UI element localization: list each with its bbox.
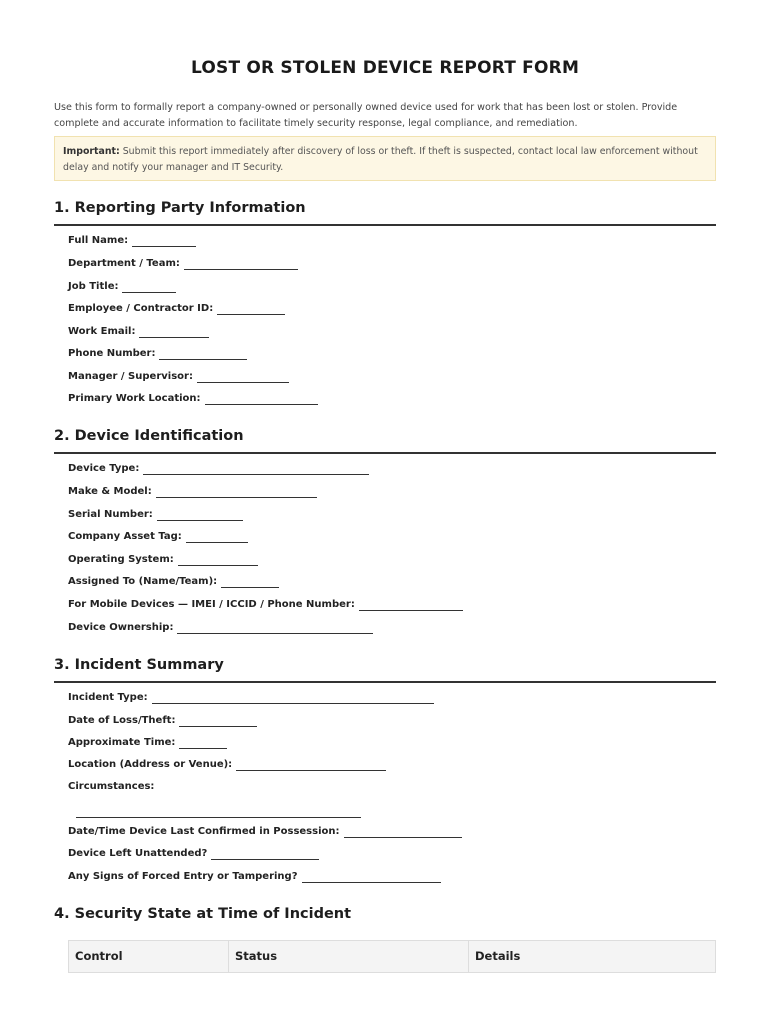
column-header-control: Control — [69, 941, 229, 972]
operating-system-input[interactable] — [178, 553, 258, 566]
section-title-reporting: 1. Reporting Party Information — [54, 200, 306, 216]
field-full-name: Full Name: — [68, 234, 196, 248]
device-ownership-input[interactable] — [177, 621, 373, 634]
assigned-to-input[interactable] — [221, 575, 279, 588]
notice-text: Submit this report immediately after discovery of loss or theft. If theft is suspected, contact local law enforcement without delay and notify your manager and IT Security. — [63, 146, 698, 173]
last-confirmed-input[interactable] — [344, 825, 462, 838]
column-header-details: Details — [475, 949, 521, 963]
field-phone: Phone Number: — [68, 347, 247, 361]
employee-id-input[interactable] — [217, 302, 285, 315]
section-title-security: 4. Security State at Time of Incident — [54, 906, 352, 922]
imei-input[interactable] — [359, 598, 463, 611]
form-title: LOST OR STOLEN DEVICE REPORT FORM — [190, 58, 580, 78]
circumstances-input[interactable] — [76, 817, 361, 818]
column-header-status: Status — [229, 941, 469, 972]
department-input[interactable] — [184, 257, 298, 270]
field-work-location: Primary Work Location: — [68, 392, 318, 406]
field-asset-tag: Company Asset Tag: — [68, 530, 248, 544]
field-imei: For Mobile Devices — IMEI / ICCID / Phone Number: — [68, 598, 463, 612]
left-unattended-input[interactable] — [211, 847, 319, 860]
field-device-type: Device Type: — [68, 462, 369, 476]
phone-input[interactable] — [159, 347, 247, 360]
field-department: Department / Team: — [68, 257, 298, 271]
section-rule — [54, 452, 716, 454]
security-table-header — [68, 940, 716, 973]
field-left-unattended: Device Left Unattended? — [68, 847, 319, 861]
section-title-incident: 3. Incident Summary — [54, 657, 224, 673]
field-forced-entry: Any Signs of Forced Entry or Tampering? — [68, 870, 441, 884]
field-make-model: Make & Model: — [68, 485, 317, 499]
serial-number-input[interactable] — [157, 508, 243, 521]
field-last-confirmed: Date/Time Device Last Confirmed in Possession: — [68, 825, 462, 839]
field-circumstances: Circumstances: — [68, 781, 155, 792]
asset-tag-input[interactable] — [186, 530, 248, 543]
make-model-input[interactable] — [156, 485, 317, 498]
notice-label: Important: — [63, 146, 120, 157]
approx-time-input[interactable] — [179, 736, 227, 749]
field-location: Location (Address or Venue): — [68, 758, 386, 772]
work-email-input[interactable] — [139, 325, 209, 338]
field-operating-system: Operating System: — [68, 553, 258, 567]
field-employee-id: Employee / Contractor ID: — [68, 302, 285, 316]
field-serial-number: Serial Number: — [68, 508, 243, 522]
full-name-input[interactable] — [132, 234, 196, 247]
field-date-of-loss: Date of Loss/Theft: — [68, 714, 257, 728]
field-incident-type: Incident Type: — [68, 691, 434, 705]
work-location-input[interactable] — [205, 392, 318, 405]
location-input[interactable] — [236, 758, 386, 771]
field-manager: Manager / Supervisor: — [68, 370, 289, 384]
field-device-ownership: Device Ownership: — [68, 621, 373, 635]
important-notice — [54, 136, 716, 181]
device-type-input[interactable] — [143, 462, 369, 475]
field-job-title: Job Title: — [68, 280, 176, 294]
field-approx-time: Approximate Time: — [68, 736, 227, 750]
incident-type-input[interactable] — [152, 691, 434, 704]
job-title-input[interactable] — [122, 280, 176, 293]
intro-text: Use this form to formally report a company-owned or personally owned device used for work that has been lost or stolen. Provide complete and accurate information to facilitate timely security response, legal compliance, and remediation. — [54, 102, 678, 129]
forced-entry-input[interactable] — [302, 870, 441, 883]
field-assigned-to: Assigned To (Name/Team): — [68, 575, 279, 589]
section-rule — [54, 681, 716, 683]
section-rule — [54, 224, 716, 226]
date-of-loss-input[interactable] — [179, 714, 257, 727]
section-title-device: 2. Device Identification — [54, 428, 244, 444]
manager-input[interactable] — [197, 370, 289, 383]
field-work-email: Work Email: — [68, 325, 209, 339]
